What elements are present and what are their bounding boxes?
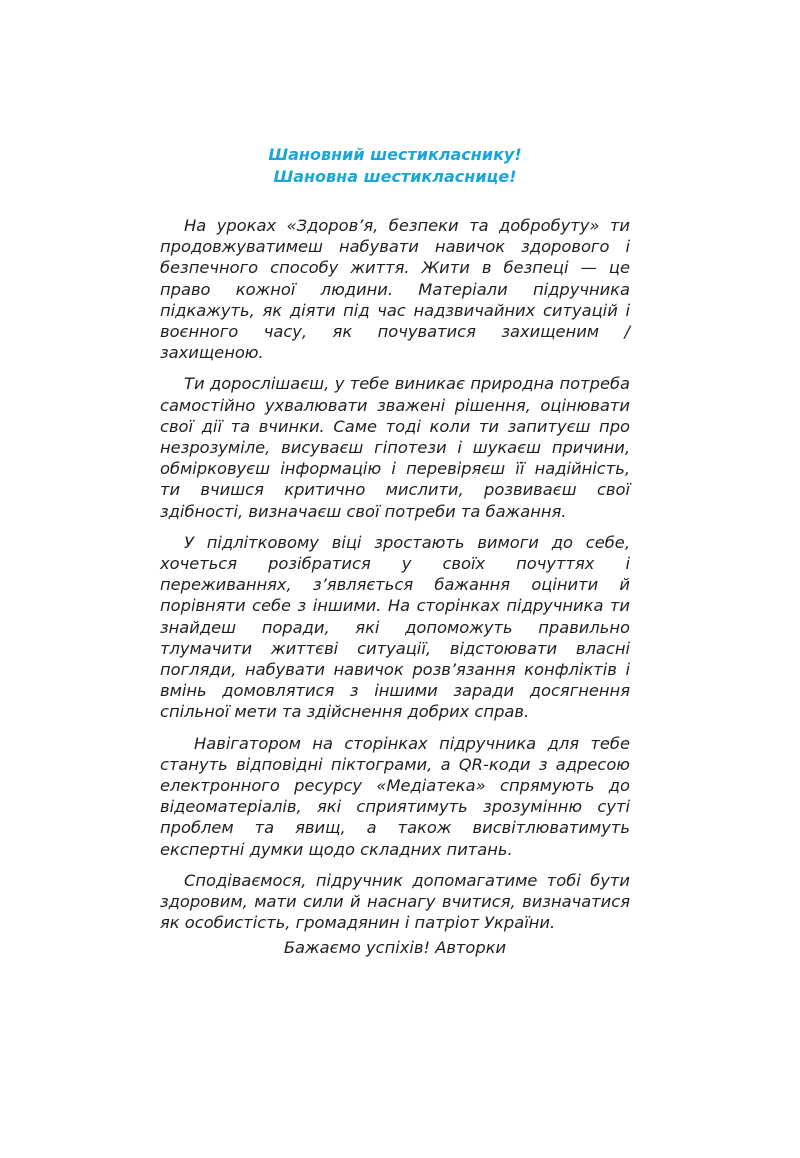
paragraph-5: Сподіваємося, підручник допомагатиме тобі бути здоровим, мати сили й наснагу вчитися, визначатися як особистість, громадянин і патріот України. [160, 870, 630, 933]
paragraph-3: У підлітковому віці зростають вимоги до себе, хочеться розібратися у своїх почуттях і переживаннях, з’являється бажання оцінити й порівняти себе з іншими. На сторінках підручника ти знайдеш поради, які допоможуть правильно тлумачити життєві ситуації, відстоювати власні погляди, набувати навичок розв’язання конфліктів і вмінь домовлятися з іншими заради досягнення спільної мети та здійснення добрих справ. [160, 532, 630, 722]
greeting-line-1: Шановний шестикласнику! [268, 145, 522, 164]
greeting-line-2: Шановна шестикласнице! [273, 167, 517, 186]
paragraph-1: На уроках «Здоров’я, безпеки та добробуту» ти продовжуватимеш набувати навичок здорового і безпечного способу життя. Жити в безпеці — це право кожної людини. Матеріали підручника підкажуть, як діяти під час надзвичайних ситуацій і воєнного часу, як почуватися захищеним /захищеною. [160, 216, 630, 363]
body-text [160, 215, 630, 944]
closing-signature: Бажаємо успіхів! Авторки [283, 938, 507, 957]
paragraph-4: Навігатором на сторінках підручника для тебе стануть відповідні піктограми, а QR-коди з адресою електронного ресурсу «Медіатека» спрямують до відеоматеріалів, які сприятимуть зрозумінню суті проблем та явищ, а також висвітлюватимуть експертні думки щодо складних питань. [160, 733, 630, 859]
paragraph-2: Ти дорослішаєш, у тебе виникає природна потреба самостійно ухвалювати зважені рішення, оцінювати свої дії та вчинки. Саме тоді коли ти запитуєш про незрозуміле, висуваєш гіпотези і шукаєш причини, обмірковуєш інформацію і перевіряєш її надійність, ти вчишся критично мислити, розвиваєш свої здібності, визначаєш свої потреби та бажання. [160, 374, 630, 521]
